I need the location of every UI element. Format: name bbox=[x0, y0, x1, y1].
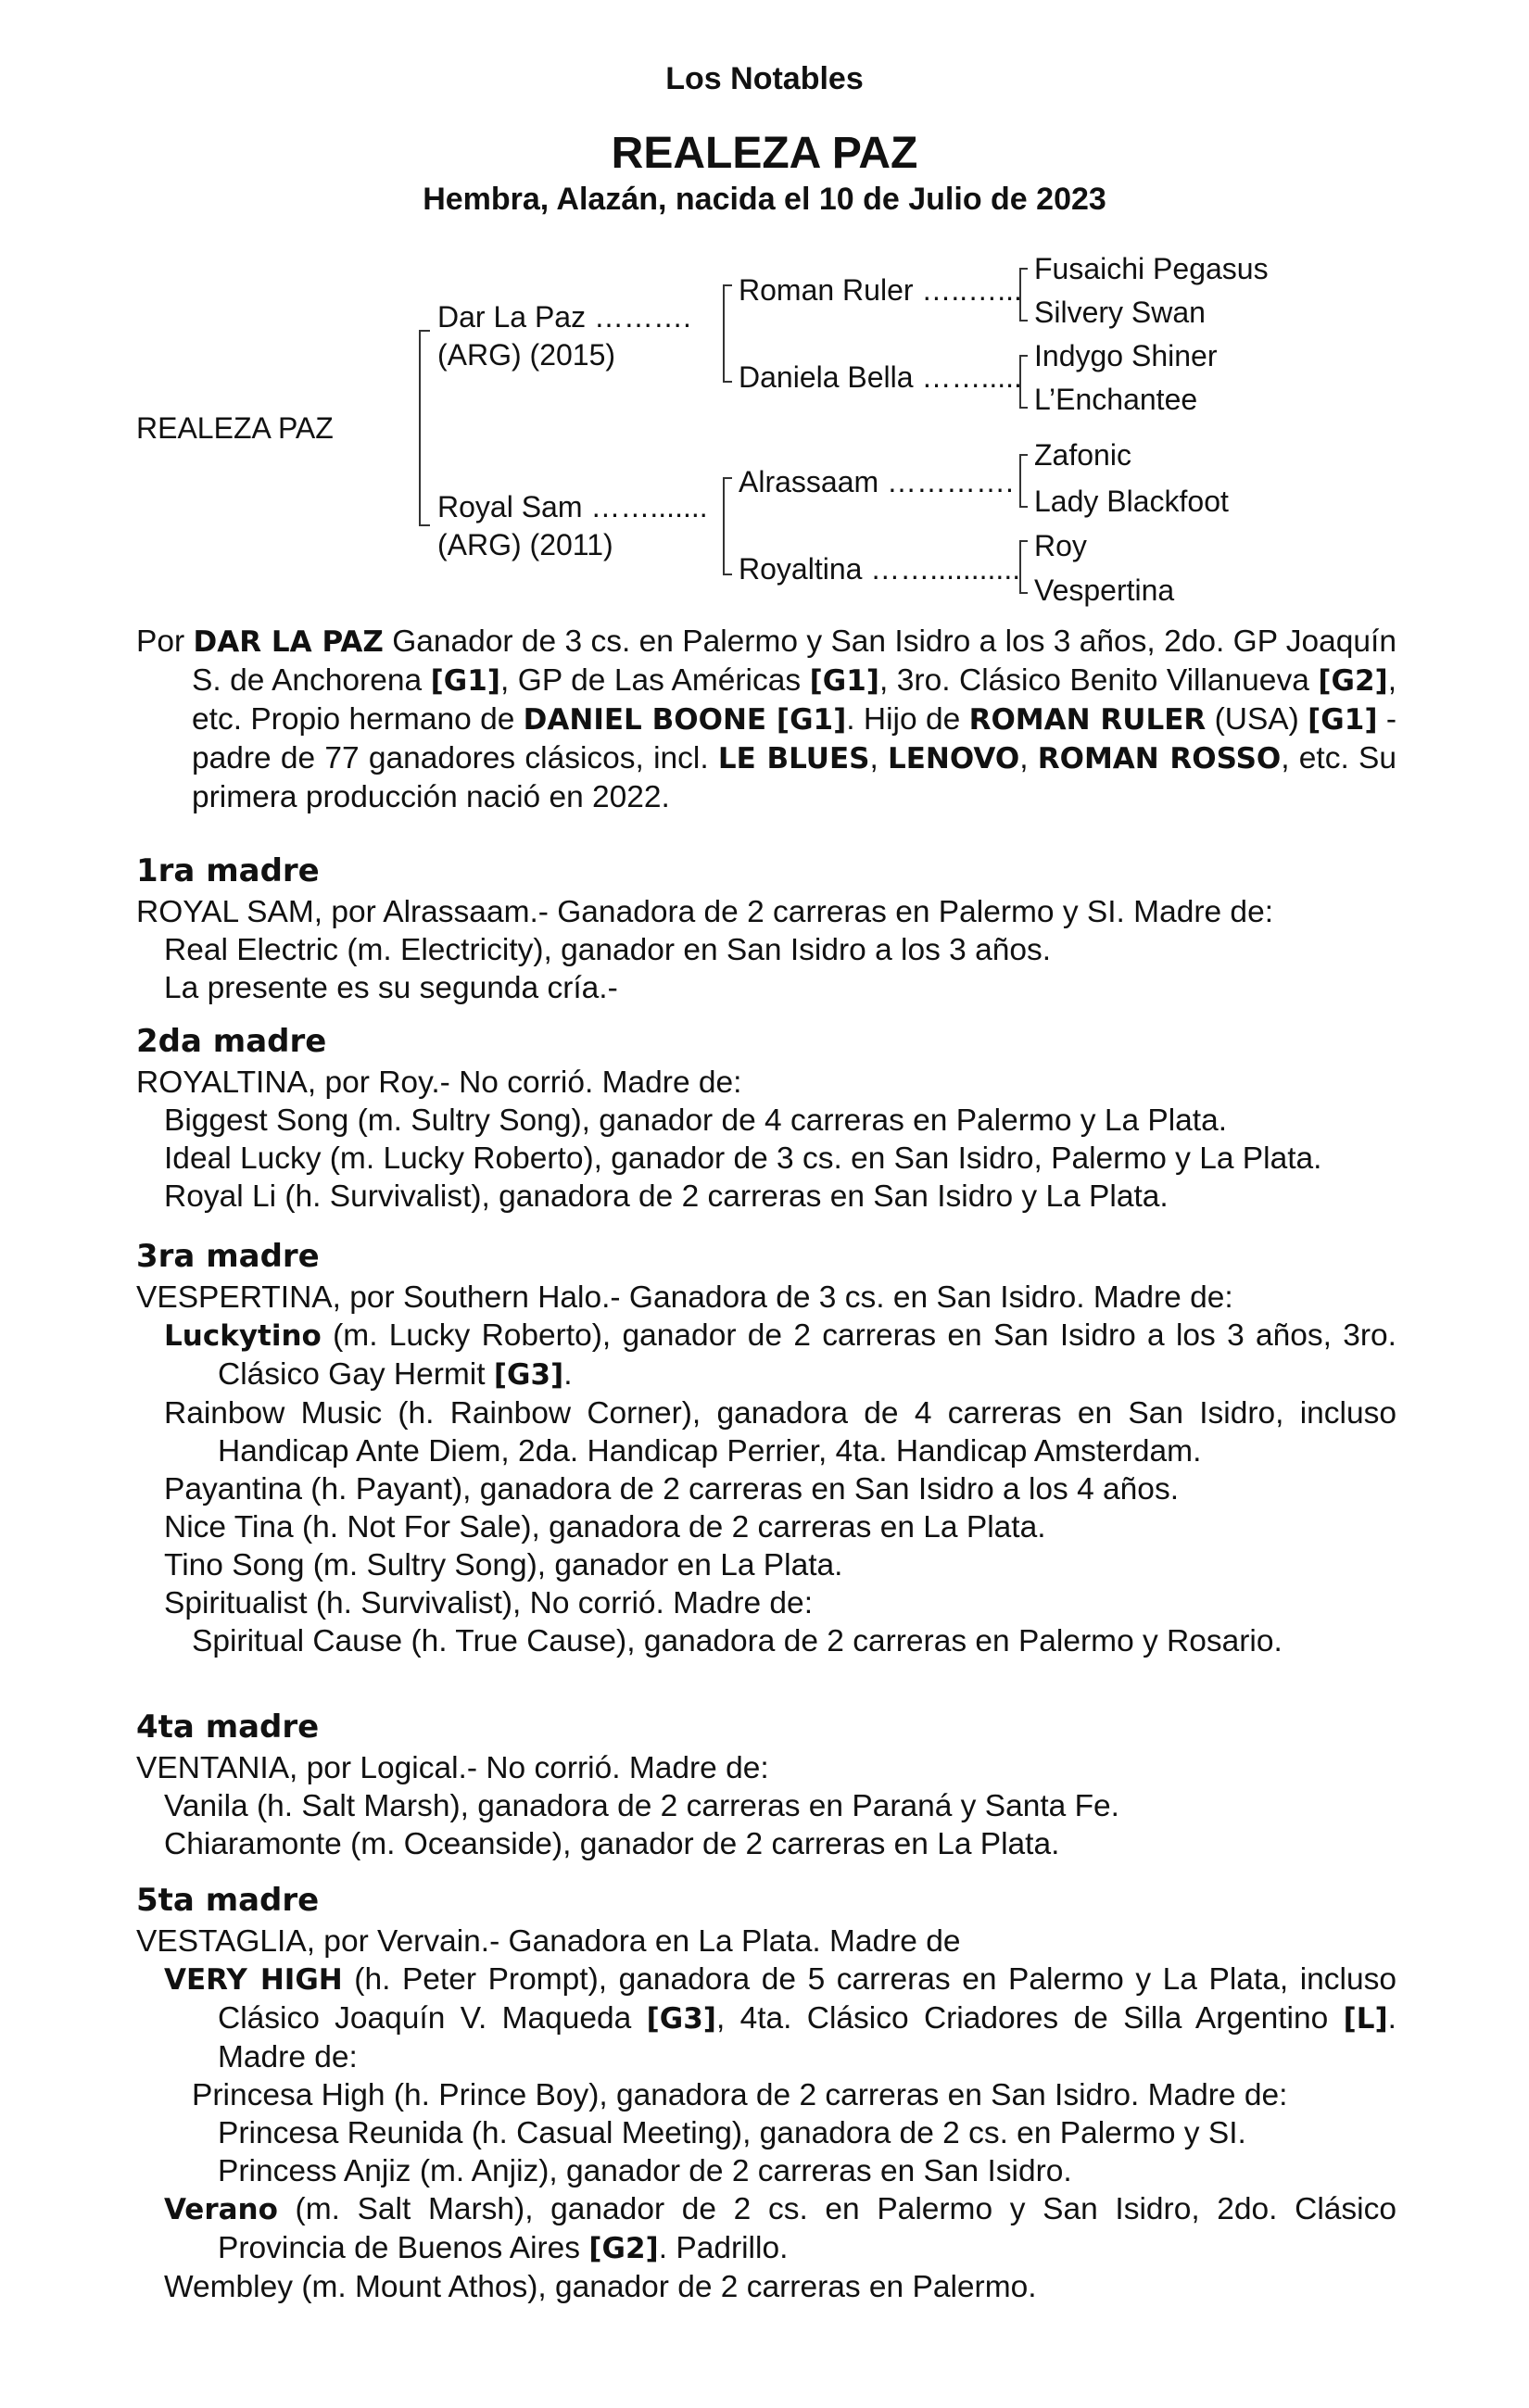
bracket bbox=[723, 284, 732, 383]
bracket bbox=[419, 330, 430, 526]
ggs-4: L’Enchantee bbox=[1034, 383, 1198, 416]
section-title: 4ta madre bbox=[136, 1708, 320, 1746]
section-title: 2da madre bbox=[136, 1023, 327, 1060]
ggs-1: Fusaichi Pegasus bbox=[1034, 252, 1269, 285]
sire-origin: (ARG) (2015) bbox=[437, 338, 616, 372]
section-dam1: 1ra madre ROYAL SAM, por Alrassaam.- Ganadora de 2 carreras en Palermo y SI. Madre de: Real Electric (m. Electricity), ganador en San Isidro a los 3 años. La presente es su segunda cría.- bbox=[136, 849, 1396, 1007]
section-title: 5ta madre bbox=[136, 1882, 320, 1919]
sire-paragraph: Por DAR LA PAZ Ganador de 3 cs. en Palermo y San Isidro a los 3 años, 2do. GP Joaquín S. de Anchorena [G1], GP de Las Américas [G1], 3ro. Clásico Benito Villanueva [G2], etc. Propio hermano de DANIEL BOONE [G1]. Hijo de ROMAN RULER (USA) [G1] -padre de 77 ganadores clásicos, incl. LE BLUES, LENOVO, ROMAN ROSSO, etc. Su primera producción nació en 2022. bbox=[136, 624, 1396, 814]
section-title: 1ra madre bbox=[136, 852, 320, 889]
section-dam4: 4ta madre VENTANIA, por Logical.- No corrió. Madre de: Vanila (h. Salt Marsh), ganadora de 2 carreras en Paraná y Santa Fe. Chiaramonte (m. Oceanside), ganador de 2 carreras en La Plata. bbox=[136, 1705, 1396, 1863]
sire-name: Dar La Paz ………. bbox=[437, 300, 691, 334]
sire-dam: Daniela Bella ……..... bbox=[739, 360, 1022, 394]
dam-dam: Royaltina ……........... bbox=[739, 552, 1021, 586]
section-dam2: 2da madre ROYALTINA, por Roy.- No corrió. Madre de: Biggest Song (m. Sultry Song), ganador de 4 carreras en Palermo y La Plata. Ideal Lucky (m. Lucky Roberto), ganador de 3 cs. en San Isidro, Palermo y La Plata. Royal Li (h. Survivalist), ganadora de 2 carreras en San Isidro y La Plata. bbox=[136, 1019, 1396, 1216]
horse-description: Hembra, Alazán, nacida el 10 de Julio de 2023 bbox=[423, 182, 1106, 217]
horse-name: REALEZA PAZ bbox=[611, 129, 918, 178]
dam-origin: (ARG) (2011) bbox=[437, 528, 613, 561]
bracket bbox=[1019, 454, 1028, 508]
section-dam5: 5ta madre VESTAGLIA, por Vervain.- Ganadora en La Plata. Madre de VERY HIGH (h. Peter Prompt), ganadora de 5 carreras en Palermo y La Plata, incluso Clásico Joaquín V. Maqueda [G3], 4ta. Clásico Criadores de Silla Argentino [L]. Madre de: Princesa High (h. Prince Boy), ganadora de 2 carreras en San Isidro. Madre de: Princesa Reunida (h. Casual Meeting), ganadora de 2 cs. en Palermo y SI. Princess Anjiz (m. Anjiz), ganador de 2 carreras en San Isidro. Verano (m. Salt Marsh), ganador de 2 cs. en Palermo y San Isidro, 2do. Clásico Provincia de Buenos Aires [G2]. Padrillo. Wembley (m. Mount Athos), ganador de 2 carreras en Palermo. bbox=[136, 1878, 1396, 2306]
bracket bbox=[723, 477, 732, 575]
ggs-8: Vespertina bbox=[1034, 574, 1175, 607]
ggs-6: Lady Blackfoot bbox=[1034, 485, 1229, 518]
bracket bbox=[1019, 540, 1028, 594]
bracket bbox=[1019, 268, 1028, 321]
dam-name: Royal Sam ……....... bbox=[437, 490, 708, 523]
ggs-7: Roy bbox=[1034, 529, 1087, 562]
dam-sire: Alrassaam …………. bbox=[739, 465, 1014, 498]
bracket bbox=[1019, 355, 1028, 409]
series-title: Los Notables bbox=[665, 61, 864, 96]
section-title: 3ra madre bbox=[136, 1238, 320, 1275]
ggs-2: Silvery Swan bbox=[1034, 296, 1206, 329]
section-dam3: 3ra madre VESPERTINA, por Southern Halo.- Ganadora de 3 cs. en San Isidro. Madre de: Luckytino (m. Lucky Roberto), ganador de 2 carreras en San Isidro a los 3 años, 3ro. Clásico Gay Hermit [G3]. Rainbow Music (h. Rainbow Corner), ganadora de 4 carreras en San Isidro, incluso Handicap Ante Diem, 2da. Handicap Perrier, 4ta. Handicap Amsterdam. Payantina (h. Payant), ganadora de 2 carreras en San Isidro a los 4 años. Nice Tina (h. Not For Sale), ganadora de 2 carreras en La Plata. Tino Song (m. Sultry Song), ganador en La Plata. Spiritualist (h. Survivalist), No corrió. Madre de: Spiritual Cause (h. True Cause), ganadora de 2 carreras en Palermo y Rosario. bbox=[136, 1234, 1396, 1660]
ggs-3: Indygo Shiner bbox=[1034, 339, 1218, 372]
pedigree-subject: REALEZA PAZ bbox=[136, 411, 334, 445]
ggs-5: Zafonic bbox=[1034, 438, 1131, 472]
sire-sire: Roman Ruler …..…... bbox=[739, 273, 1022, 307]
